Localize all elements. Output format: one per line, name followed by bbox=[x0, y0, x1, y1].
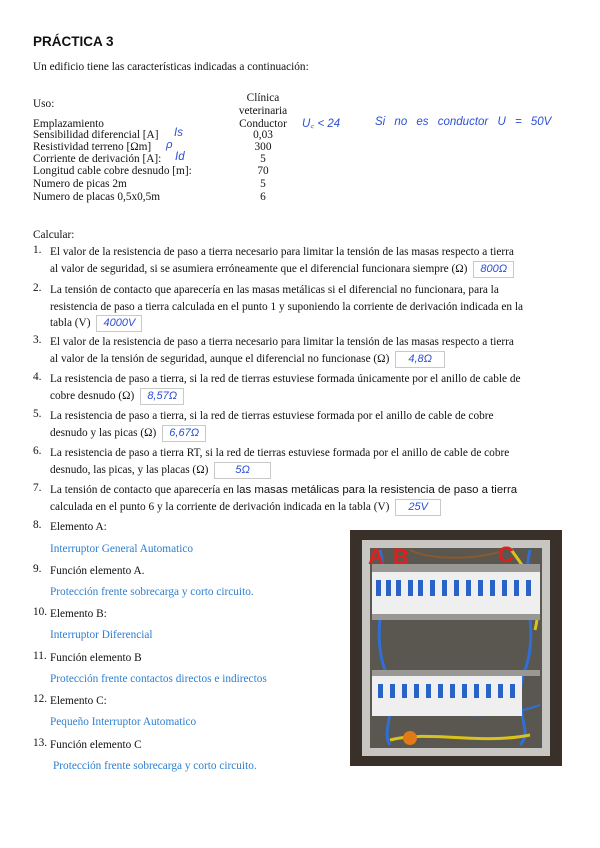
q5-number: 5. bbox=[33, 408, 42, 420]
q5-text bbox=[50, 408, 560, 442]
item9-number: 9. bbox=[33, 563, 42, 575]
row-value-emplazamiento: Conductor bbox=[239, 118, 287, 130]
intro-text: Un edificio tiene las características indicadas a continuación: bbox=[33, 61, 309, 73]
q2-text bbox=[50, 282, 560, 332]
q1-answer-box[interactable]: 800Ω bbox=[473, 261, 514, 278]
handwritten-is: Is bbox=[174, 127, 183, 139]
item11-number: 11. bbox=[33, 650, 47, 662]
q2-answer-box[interactable]: 4000V bbox=[96, 315, 142, 332]
table-col-header-1: Clínica bbox=[246, 92, 280, 104]
page-title: PRÁCTICA 3 bbox=[33, 34, 114, 49]
row-value-sensibilidad: 0,03 bbox=[253, 129, 273, 141]
row-label-corriente: Corriente de derivación [A]: bbox=[33, 153, 162, 165]
q2-number: 2. bbox=[33, 282, 42, 294]
item10-label: Elemento B: bbox=[50, 608, 107, 620]
row-label-sensibilidad: Sensibilidad diferencial [A] bbox=[33, 129, 159, 141]
row-value-placas: 6 bbox=[260, 191, 266, 203]
q3-line2: al valor de la tensión de seguridad, aunque el diferencial no funcionase (Ω) bbox=[50, 352, 390, 365]
row-label-resistividad: Resistividad terreno [Ωm] bbox=[33, 141, 152, 153]
calcular-heading: Calcular: bbox=[33, 229, 75, 241]
item13-number: 13. bbox=[33, 737, 48, 749]
handwritten-note: Si no es conductor U = 50V bbox=[375, 116, 552, 128]
item8-number: 8. bbox=[33, 519, 42, 531]
q6-answer-box[interactable]: 5Ω bbox=[214, 462, 271, 479]
q2-line3: tabla (V) bbox=[50, 317, 91, 330]
item9-answer: Protección frente sobrecarga y corto circuito. bbox=[50, 586, 254, 598]
q6-line1: La resistencia de paso a tierra RT, si la red de tierras estuviese formada por el anillo de cable de cobre bbox=[50, 447, 510, 459]
q6-number: 6. bbox=[33, 445, 42, 457]
row-value-picas: 5 bbox=[260, 178, 266, 190]
q2-line2: resistencia de paso a tierra calculada en el punto 1 y suponiendo la corriente de derivación indicada en la bbox=[50, 300, 524, 313]
photo-label-c: C bbox=[498, 542, 514, 567]
photo-label-b: B bbox=[393, 544, 409, 569]
row-value-resistividad: 300 bbox=[254, 141, 272, 153]
q4-answer-box[interactable]: 8,57Ω bbox=[140, 388, 184, 405]
q1-line2: al valor de seguridad, si se asumiera erróneamente que el diferencial funcionara siempre (Ω) bbox=[50, 262, 468, 275]
item13-answer: Protección frente sobrecarga y corto circuito. bbox=[53, 760, 257, 772]
item12-label: Elemento C: bbox=[50, 695, 107, 707]
q5-line1: La resistencia de paso a tierra, si la red de tierras estuviese formada por el anillo de cable de cobre bbox=[50, 410, 494, 422]
row-value-corriente: 5 bbox=[260, 153, 266, 165]
row-value-longitud: 70 bbox=[257, 165, 269, 177]
row-label-placas: Numero de placas 0,5x0,5m bbox=[33, 191, 161, 203]
q6-line2: desnudo, las picas, y las placas (Ω) bbox=[50, 463, 209, 476]
q7-line1a: La tensión de contacto que aparecería en bbox=[50, 484, 234, 496]
item10-answer: Interruptor Diferencial bbox=[50, 629, 153, 641]
handwritten-rho: ρ bbox=[166, 139, 173, 151]
q7-number: 7. bbox=[33, 482, 42, 494]
handwritten-uc: U꜀ < 24 bbox=[302, 118, 341, 130]
q4-number: 4. bbox=[33, 371, 42, 383]
q1-line1: El valor de la resistencia de paso a tierra necesario para limitar la tensión de las masas respecto a tierra bbox=[50, 246, 514, 258]
q5-line2: desnudo y las picas (Ω) bbox=[50, 426, 157, 439]
row-label-uso: Uso: bbox=[33, 98, 55, 110]
q3-line1: El valor de la resistencia de paso a tierra necesario para limitar la tensión de las masas respecto a tierra bbox=[50, 336, 514, 348]
q5-answer-box[interactable]: 6,67Ω bbox=[162, 425, 206, 442]
item12-answer: Pequeño Interruptor Automatico bbox=[50, 716, 197, 728]
item9-label: Función elemento A. bbox=[50, 565, 145, 577]
item10-number: 10. bbox=[33, 606, 48, 618]
row-label-picas: Numero de picas 2m bbox=[33, 178, 127, 190]
photo-label-a: A bbox=[368, 544, 384, 569]
item12-number: 12. bbox=[33, 693, 48, 705]
item11-label: Función elemento B bbox=[50, 652, 142, 664]
item8-answer: Interruptor General Automatico bbox=[50, 543, 194, 555]
q1-number: 1. bbox=[33, 244, 42, 256]
item13-label: Función elemento C bbox=[50, 739, 142, 751]
q1-text bbox=[50, 244, 560, 278]
q7-line1b: las masas metálicas para la resistencia de paso a tierra bbox=[236, 484, 518, 496]
q3-number: 3. bbox=[33, 334, 42, 346]
row-label-emplazamiento: Emplazamiento bbox=[33, 118, 104, 130]
table-col-header-2: veterinaria bbox=[238, 105, 288, 117]
q7-line2: calculada en el punto 6 y la corriente de derivación indicada en la tabla (V) bbox=[50, 500, 390, 513]
q4-line1: La resistencia de paso a tierra, si la red de tierras estuviese formada únicamente por el anillo de cable de bbox=[50, 373, 521, 385]
item11-answer: Protección frente contactos directos e indirectos bbox=[50, 673, 267, 685]
q2-line1: La tensión de contacto que aparecería en las masas metálicas si el diferencial no funcionara, para la bbox=[50, 284, 499, 296]
handwritten-id: Id bbox=[175, 151, 185, 163]
q3-answer-box[interactable]: 4,8Ω bbox=[395, 351, 445, 368]
q4-line2: cobre desnudo (Ω) bbox=[50, 389, 135, 402]
q7-answer-box[interactable]: 25V bbox=[395, 499, 441, 516]
electrical-panel-photo bbox=[350, 530, 562, 766]
row-label-longitud: Longitud cable cobre desnudo [m]: bbox=[33, 165, 192, 177]
q3-text bbox=[50, 334, 560, 368]
item8-label: Elemento A: bbox=[50, 521, 107, 533]
q6-text bbox=[50, 445, 560, 479]
q4-text bbox=[50, 371, 560, 405]
q7-text bbox=[50, 482, 560, 516]
